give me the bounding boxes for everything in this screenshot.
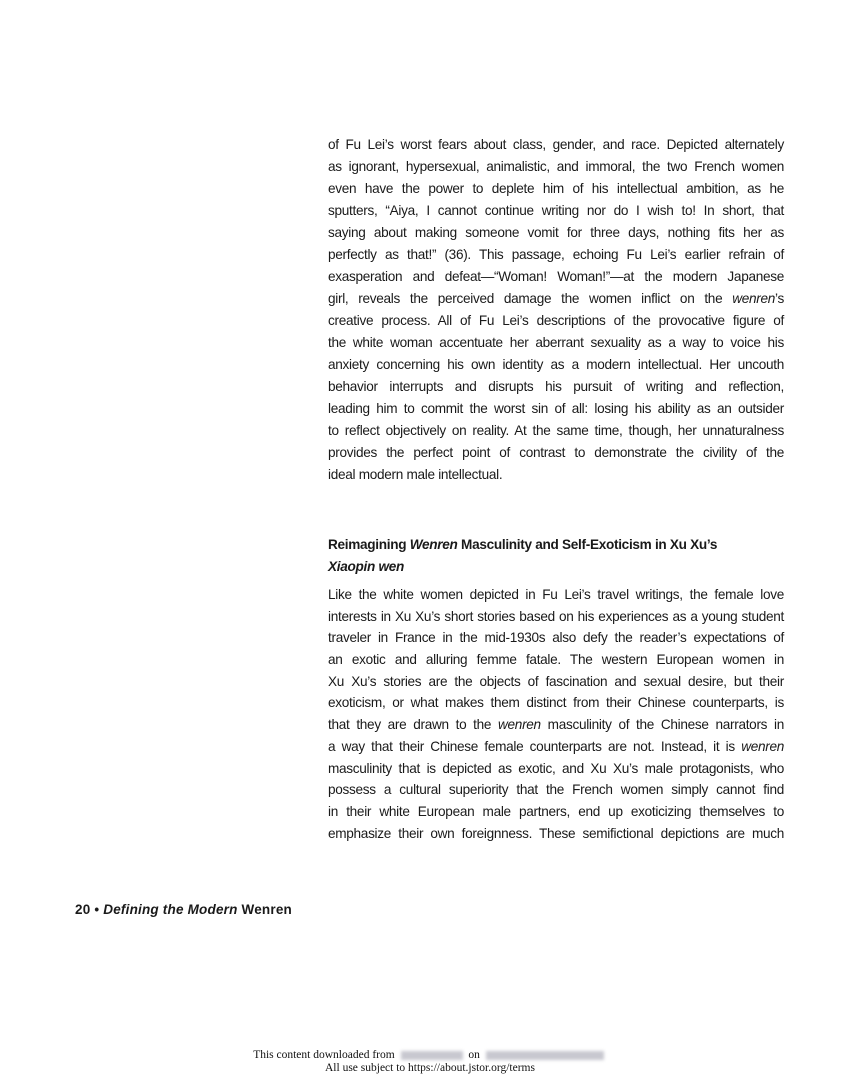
text-segment: Like the white women depicted in Fu Lei’s travel writings, the female love — [328, 587, 784, 602]
text-line — [328, 584, 784, 606]
text-line — [328, 714, 784, 736]
body-paragraph-2 — [328, 584, 784, 844]
text-line — [328, 606, 784, 628]
text-line — [328, 332, 784, 354]
terms-link-text: All use subject to https://about.jstor.org/terms — [325, 1062, 535, 1074]
text-line — [328, 354, 784, 376]
text-line — [328, 692, 784, 714]
text-segment: behavior interrupts and disrupts his pursuit of writing and reflection, — [328, 379, 784, 394]
text-line — [328, 244, 784, 266]
text-line — [328, 420, 784, 442]
text-segment: girl, reveals the perceived damage the women inflict on the — [328, 291, 733, 306]
text-segment: possess a cultural superiority that the French women simply cannot find — [328, 782, 784, 798]
text-segment: Reimagining — [328, 537, 410, 552]
text-segment: interests in Xu Xu’s short stories based on his experiences as a young student — [328, 608, 784, 624]
text-segment: exoticism, or what makes them distinct from their Chinese counterparts, is — [328, 695, 784, 711]
italic-text: Xiaopin wen — [328, 559, 405, 574]
text-line — [328, 627, 784, 649]
text-line — [328, 823, 784, 845]
text-line — [328, 801, 784, 823]
text-segment: a way that their Chinese female counterparts are not. Instead, it is — [328, 738, 742, 754]
text-segment: anxiety concerning his own identity as a modern intellectual. Her uncouth — [328, 357, 784, 372]
text-segment: provides the perfect point of contrast to demonstrate the civility of the — [328, 445, 784, 460]
text-line — [328, 310, 784, 332]
text-segment: Xu Xu’s stories are the objects of fascination and sexual desire, but their — [328, 673, 784, 689]
text-segment: that they are drawn to the — [328, 717, 499, 733]
text-segment: the white woman accentuate her aberrant sexuality as a way to voice his — [328, 335, 784, 350]
text-line — [328, 442, 784, 464]
redacted-ip — [401, 1051, 463, 1060]
text-segment: to reflect objectively on reality. At the same time, though, her unnaturalness — [328, 423, 784, 438]
text-segment: sputters, “Aiya, I cannot continue writing nor do I wish to! In short, that — [328, 203, 784, 218]
text-line — [328, 178, 784, 200]
text-segment: an exotic and alluring femme fatale. The western European women in — [328, 652, 784, 668]
text-segment: even have the power to deplete him of his intellectual ambition, as he — [328, 181, 784, 196]
download-notice — [0, 1049, 860, 1075]
redacted-timestamp — [486, 1051, 604, 1060]
italic-text: wenren — [498, 717, 541, 733]
text-segment: in their white European male partners, end up exoticizing themselves to — [328, 803, 784, 819]
text-line — [328, 736, 784, 758]
text-line — [328, 534, 784, 556]
bullet-separator: • — [94, 902, 100, 917]
text-line — [328, 649, 784, 671]
text-line — [328, 758, 784, 780]
text-segment: Masculinity and Self-Exoticism in Xu Xu’s — [457, 537, 718, 552]
text-segment: perfectly as that!” (36). This passage, echoing Fu Lei’s earlier refrain of — [328, 247, 784, 262]
text-line — [328, 134, 784, 156]
text-line — [328, 398, 784, 420]
italic-text: Wenren — [409, 537, 458, 552]
text-segment: masculinity that is depicted as exotic, and Xu Xu’s male protagonists, who — [328, 760, 784, 776]
text-line — [328, 779, 784, 801]
text-segment: as ignorant, hypersexual, animalistic, and immoral, the two French women — [328, 159, 784, 174]
book-title-roman: Wenren — [241, 902, 292, 917]
text-line — [328, 200, 784, 222]
download-on: on — [468, 1049, 480, 1061]
text-line — [328, 464, 784, 486]
text-segment: masculinity of the Chinese narrators in — [540, 717, 784, 733]
page-number: 20 — [75, 902, 91, 917]
text-segment: exasperation and defeat—“Woman! Woman!”—at the modern Japanese — [328, 269, 784, 284]
italic-text: wenren — [741, 738, 784, 754]
text-segment: saying about making someone vomit for three days, nothing fits her as — [328, 225, 784, 240]
text-line — [328, 376, 784, 398]
text-segment: emphasize their own foreignness. These semifictional depictions are much — [328, 825, 784, 841]
book-title-italic: Defining the Modern — [103, 902, 238, 917]
text-line — [328, 671, 784, 693]
text-line — [328, 288, 784, 310]
text-line — [328, 556, 784, 578]
running-footer — [75, 902, 292, 917]
text-line — [328, 222, 784, 244]
section-heading — [328, 534, 784, 578]
download-prefix: This content downloaded from — [253, 1049, 395, 1061]
text-segment: creative process. All of Fu Lei’s descriptions of the provocative figure of — [328, 313, 784, 328]
text-segment: of Fu Lei’s worst fears about class, gender, and race. Depicted alternately — [328, 137, 784, 152]
text-segment: traveler in France in the mid-1930s also defy the reader’s expectations of — [328, 630, 784, 646]
text-line — [328, 266, 784, 288]
text-segment: ’s — [775, 291, 784, 306]
text-line — [328, 156, 784, 178]
text-segment: ideal modern male intellectual. — [328, 467, 503, 482]
body-paragraph-1 — [328, 134, 784, 486]
italic-text: wenren — [732, 291, 776, 306]
text-segment: leading him to commit the worst sin of all: losing his ability as an outsider — [328, 401, 784, 416]
